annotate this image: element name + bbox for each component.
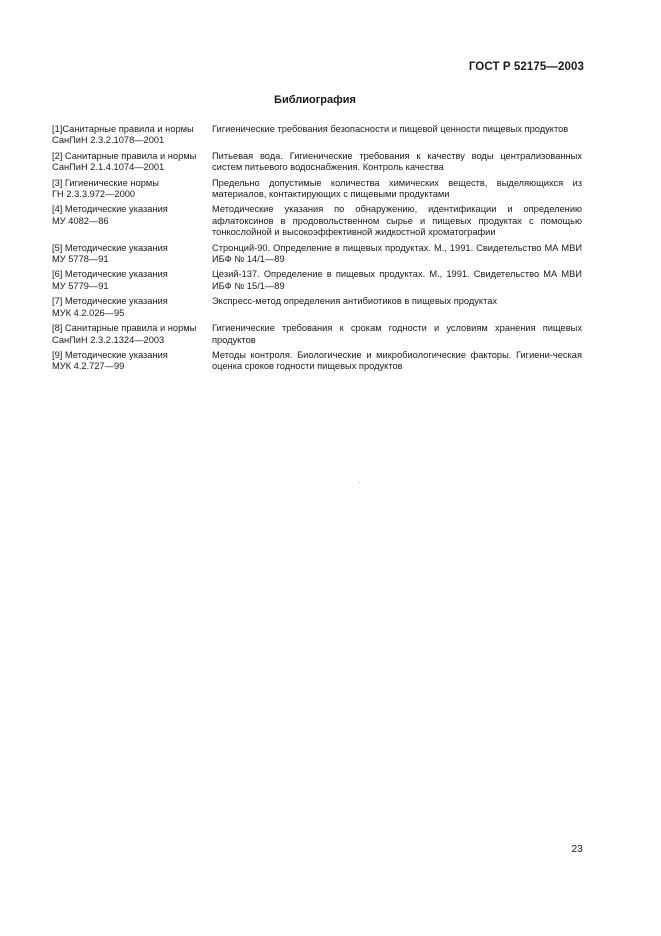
bibliography-description: Питьевая вода. Гигиенические требования к качеству воды централизованных систем питьевого водоснабжения. Контроль качества	[212, 150, 582, 173]
page-number: 23	[571, 843, 583, 855]
bibliography-entry	[52, 323, 582, 346]
bibliography-description: Гигиенические требования к срокам годности и условиям хранения пищевых продуктов	[212, 323, 582, 345]
bibliography-entry	[52, 151, 582, 174]
bibliography-reference: [9] Методические указания МУК 4.2.727—99	[52, 349, 168, 372]
bibliography-description: Экспресс-метод определения антибиотиков в пищевых продуктах	[212, 296, 498, 307]
bibliography-entry	[52, 124, 582, 147]
document-code: ГОСТ Р 52175—2003	[468, 61, 584, 73]
bibliography-reference: [8] Санитарные правила и нормы СанПиН 2.3.2.1324—2003	[52, 323, 197, 345]
bibliography-list	[52, 124, 582, 377]
bibliography-entry	[52, 204, 582, 238]
bibliography-description: Методические указания по обнаружению, идентификации и определению афлатоксинов в продовольственном сырье и пищевых продуктах с помощью тонкослойной и высокоэффективной жидкостной хроматографии	[212, 204, 582, 238]
bibliography-description: Методы контроля. Биологические и микробиологические факторы. Гигиени-ческая оценка сроков годности пищевых продуктов	[212, 349, 582, 372]
bibliography-entry	[52, 243, 582, 266]
bibliography-entry	[52, 296, 582, 319]
bibliography-reference: [5] Методические указания МУ 5778—91	[52, 242, 168, 265]
bibliography-entry	[52, 178, 582, 201]
bibliography-entry	[52, 350, 582, 373]
bibliography-reference: [4] Методические указания МУ 4082—86	[52, 204, 168, 226]
bibliography-reference: [6] Методические указания МУ 5779—91	[52, 269, 168, 291]
bibliography-description: Цезий-137. Определение в пищевых продуктах. М., 1991. Свидетельство МА МВИ ИБФ № 15/1—89	[212, 269, 582, 291]
bibliography-description: Стронций-90. Определение в пищевых продуктах. М., 1991. Свидетельство МА МВИ ИБФ № 14/1—89	[212, 242, 582, 265]
bibliography-entry	[52, 269, 582, 292]
bibliography-description: Предельно допустимые количества химических веществ, выделяющихся из материалов, контактирующих с пищевыми продуктами	[212, 177, 582, 200]
bibliography-reference: [3] Гигиенические нормы ГН 2.3.3.972—2000	[52, 177, 159, 200]
bibliography-reference: [2] Санитарные правила и нормы СанПиН 2.1.4.1074—2001	[52, 150, 197, 173]
bibliography-description: Гигиенические требования безопасности и пищевой ценности пищевых продуктов	[212, 124, 569, 134]
page-title: Библиография	[274, 94, 356, 106]
bibliography-reference: [7] Методические указания МУК 4.2.026—95	[52, 296, 168, 318]
bibliography-reference: [1]Санитарные правила и нормы СанПиН 2.3.2.1078—2001	[52, 124, 194, 146]
scan-speck	[359, 482, 360, 483]
